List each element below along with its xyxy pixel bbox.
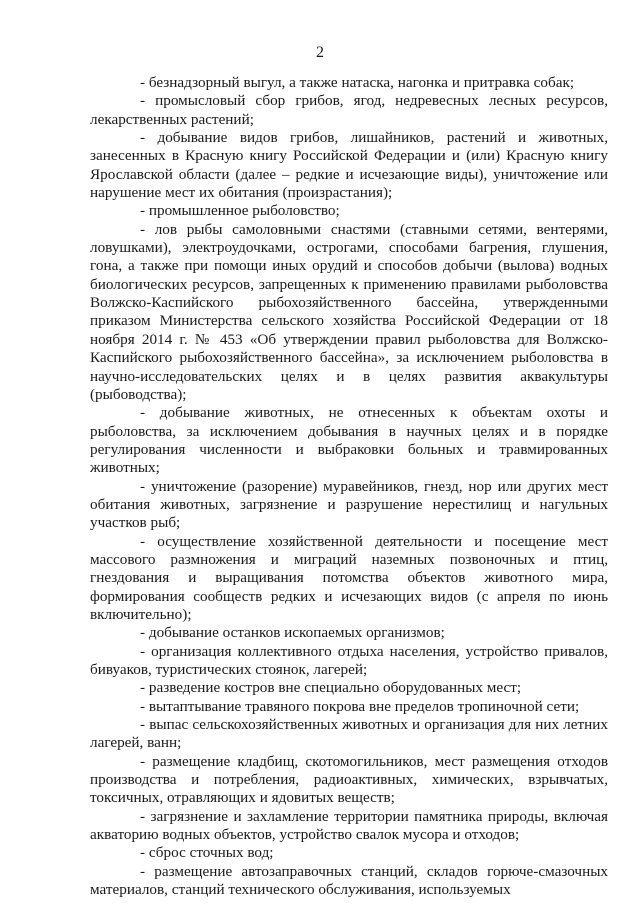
list-item: - разведение костров вне специально оборудованных мест; xyxy=(140,679,522,697)
list-item: - уничтожение (разорение) муравейников, гнезд, нор или других мест обитания животных, загрязнение и разрушение нерестилищ и нагульных участков рыб; xyxy=(90,477,608,532)
list-item: - безнадзорный выгул, а также натаска, нагонка и притравка собак; xyxy=(140,74,575,91)
list-item: - сброс сточных вод; xyxy=(140,844,274,862)
list-item: - осуществление хозяйственной деятельности и посещение мест массового размножения и миграций наземных позвоночных и птиц, гнездования и выращивания потомства объектов животного мира, формирования сообществ редких и исчезающих видов (с апреля по июнь включительно); xyxy=(90,532,608,623)
list-item: - размещение автозаправочных станций, складов горюче-смазочных материалов, станций технического обслуживания, используемых xyxy=(90,862,608,899)
list-item: - размещение кладбищ, скотомогильников, мест размещения отходов производства и потребления, радиоактивных, химических, взрывчатых, токсичных, отравляющих и ядовитых веществ; xyxy=(90,752,608,807)
list-item: - промышленное рыболовство; xyxy=(140,202,340,220)
list-item: - организация коллективного отдыха населения, устройство привалов, бивуаков, туристических стоянок, лагерей; xyxy=(90,642,608,678)
list-item: - вытаптывание травяного покрова вне пределов тропиночной сети; xyxy=(140,697,580,715)
list-item: - лов рыбы самоловными снастями (ставными сетями, вентерями, ловушками), электроудочками, острогами, способами багрения, глушения, гона, а также при помощи иных орудий и способов добычи (вылова) водных биологических ресурсов, запрещенных к применению правилами рыболовства Волжско-Каспийского рыбохозяйственного бассейна, утвержденными приказом Министерства сельского хозяйства Российской Федерации от 18 ноября 2014 г. № 453 «Об утверждении правил рыболовства для Волжско-Каспийского рыбохозяйственного бассейна», за исключением рыболовства в научно-исследовательских целях и в целях развития аквакультуры (рыбоводства); xyxy=(90,220,608,403)
list-item: - добывание видов грибов, лишайников, растений и животных, занесенных в Красную книгу Российской Федерации и (или) Красную книгу Ярославской области (далее – редкие и исчезающие виды), уничтожение или нарушение мест их обитания (произрастания); xyxy=(90,129,608,202)
list-item: - загрязнение и захламление территории памятника природы, включая акваторию водных объектов, устройство свалок мусора и отходов; xyxy=(90,807,608,844)
list-item: - добывание останков ископаемых организмов; xyxy=(140,624,445,642)
list-item: - добывание животных, не отнесенных к объектам охоты и рыболовства, за исключением добывания в научных целях и в порядке регулирования численности и выбраковки больных и травмированных животных; xyxy=(90,404,608,477)
list-item: - промысловый сбор грибов, ягод, недревесных лесных ресурсов, лекарственных растений; xyxy=(90,92,608,128)
list-item: - выпас сельскохозяйственных животных и организация для них летних лагерей, ванн; xyxy=(90,716,608,752)
page-number: 2 xyxy=(316,44,324,61)
document-body xyxy=(90,74,608,899)
